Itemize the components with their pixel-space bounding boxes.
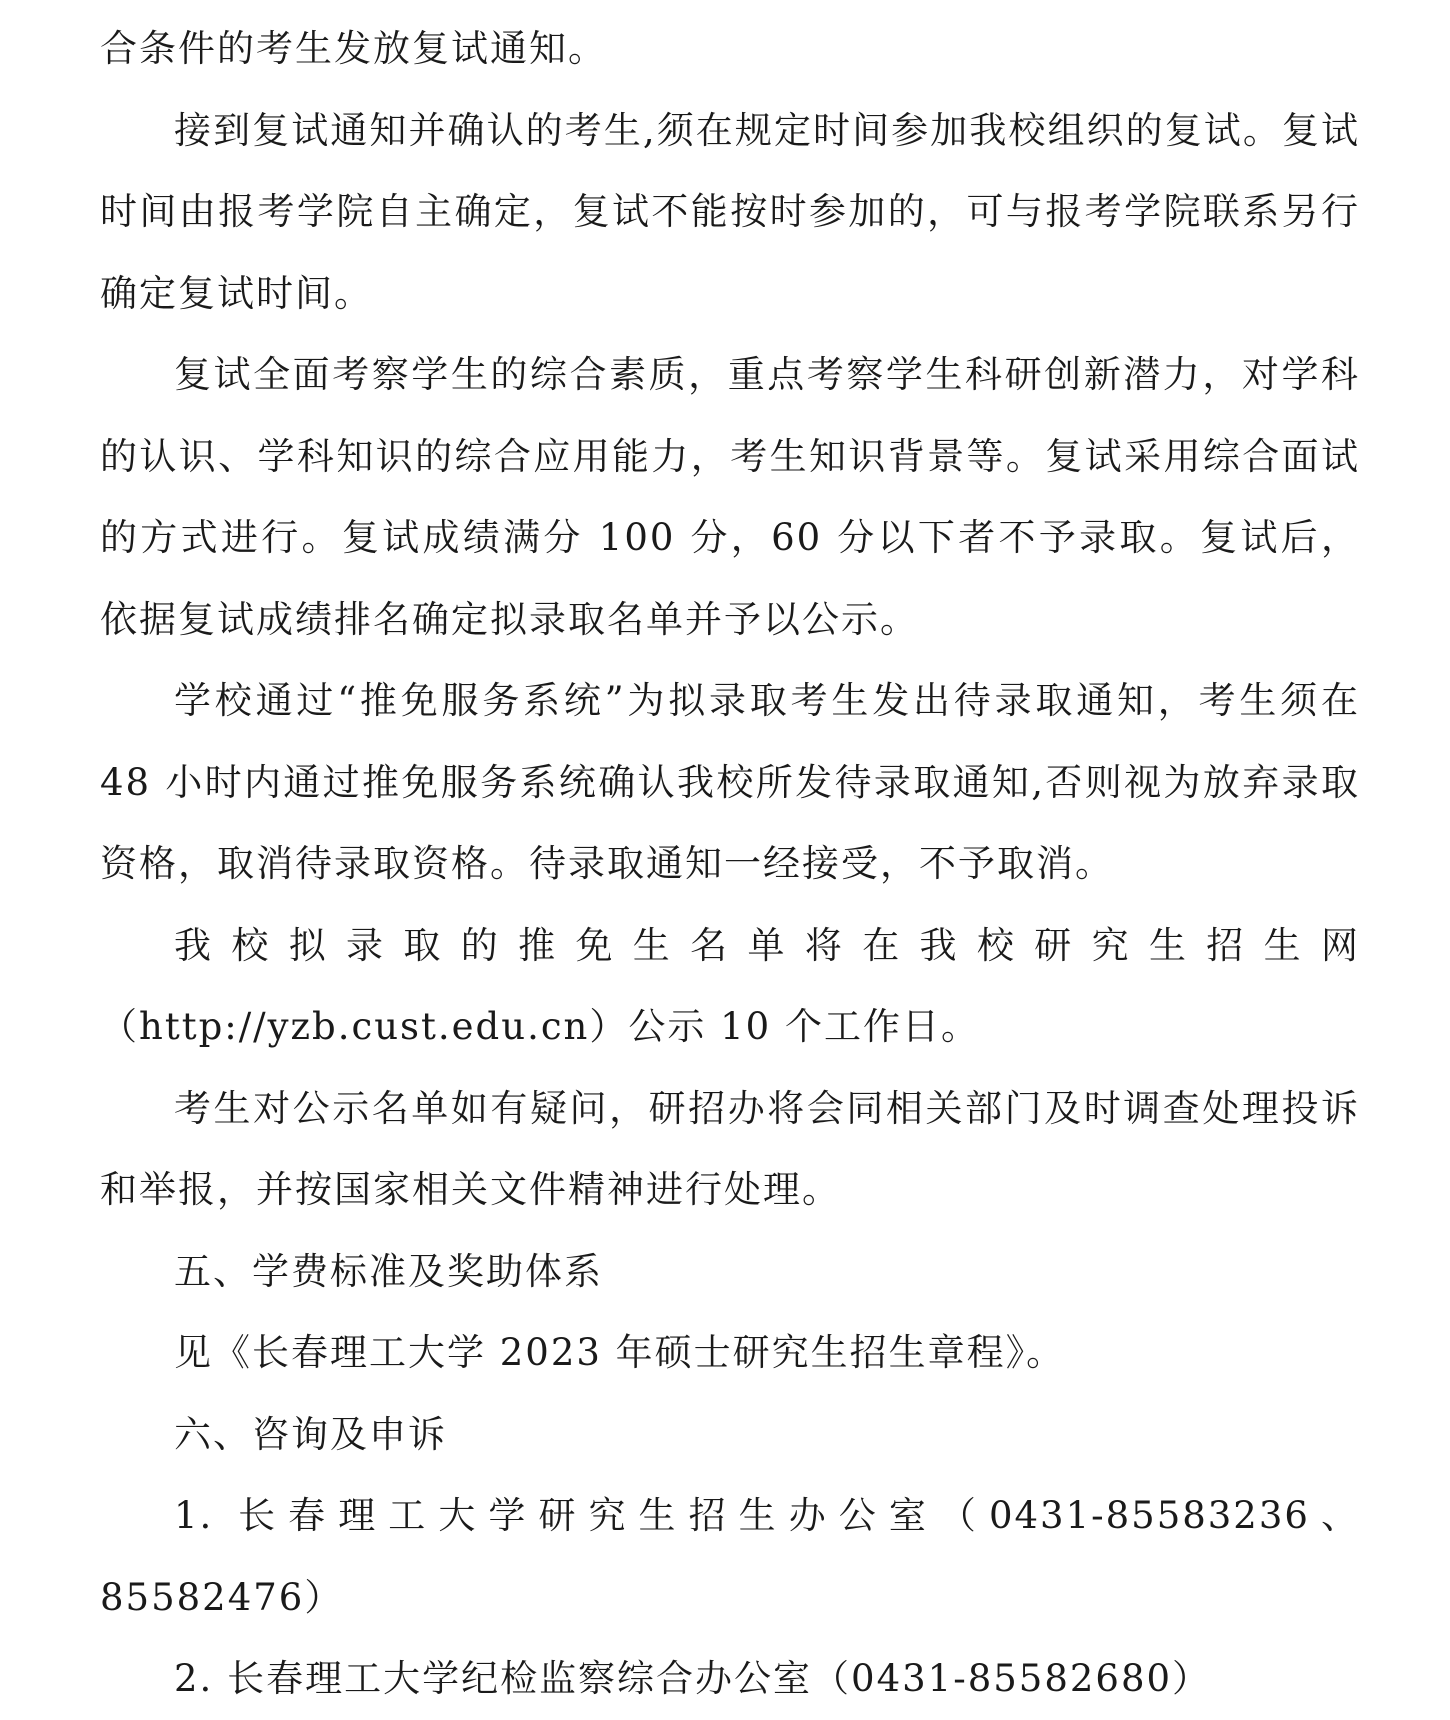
section-heading-consultation: 六、咨询及申诉 (174, 1412, 447, 1456)
paragraph-tuition-reference: 见《长春理工大学 2023 年硕士研究生招生章程》。 (174, 1331, 1066, 1374)
paragraph-continuation: 合条件的考生发放复试通知。 (100, 27, 607, 70)
contact-discipline-office: 2. 长春理工大学纪检监察综合办公室（0431-85582680） (174, 1657, 1212, 1700)
document-body (100, 8, 1360, 1720)
paragraph-retest-notice: 接到复试通知并确认的考生,须在规定时间参加我校组织的复试。复试时间由报考学院自主确定，复试不能按时参加的，可与报考学院联系另行确定复试时间。 (100, 108, 1360, 315)
section-heading-tuition: 五、学费标准及奖助体系 (174, 1249, 603, 1293)
contact-admissions-office: 1. 长春理工大学研究生招生办公室（0431-85583236、85582476） (100, 1494, 1360, 1619)
paragraph-publicity: 我校拟录取的推免生名单将在我校研究生招生网（http://yzb.cust.edu.cn）公示 10 个工作日。 (100, 923, 1360, 1048)
paragraph-retest-content: 复试全面考察学生的综合素质，重点考察学生科研创新潜力，对学科的认识、学科知识的综合应用能力，考生知识背景等。复试采用综合面试的方式进行。复试成绩满分 100 分，60 分以下者不予录取。复试后，依据复试成绩排名确定拟录取名单并予以公示。 (100, 353, 1360, 641)
paragraph-admission-notice: 学校通过“推免服务系统”为拟录取考生发出待录取通知，考生须在 48 小时内通过推免服务系统确认我校所发待录取通知,否则视为放弃录取资格，取消待录取资格。待录取通知一经接受，不予取消。 (100, 679, 1360, 885)
paragraph-complaints: 考生对公示名单如有疑问，研招办将会同相关部门及时调查处理投诉和举报，并按国家相关文件精神进行处理。 (100, 1086, 1360, 1211)
